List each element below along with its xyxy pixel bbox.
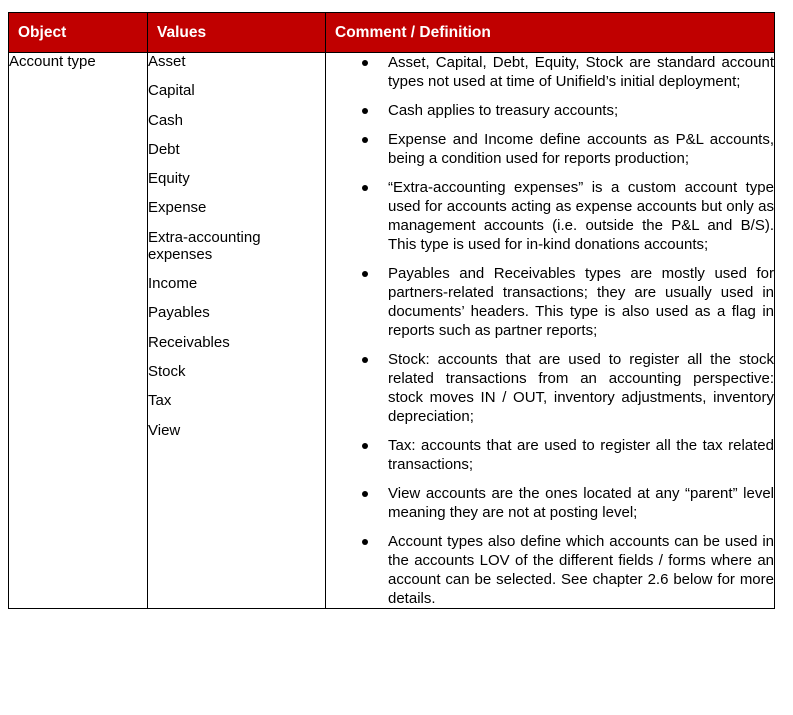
header-values: Values	[148, 13, 326, 53]
bullet-icon	[362, 185, 368, 191]
comment-item: Cash applies to treasury accounts;	[326, 101, 774, 120]
comment-item: “Extra-accounting expenses” is a custom account type used for accounts acting as expense accounts but only as management accounts (i.e. outside the P&L and B/S). This type is used for in-kind donations accounts;	[326, 178, 774, 254]
comment-item: Expense and Income define accounts as P&L accounts, being a condition used for reports production;	[326, 130, 774, 168]
comment-list	[326, 53, 774, 608]
bullet-icon	[362, 357, 368, 363]
value-item: Capital	[148, 82, 195, 100]
values-cell	[148, 53, 326, 609]
bullet-icon	[362, 137, 368, 143]
comment-item: Account types also define which accounts can be used in the accounts LOV of the different fields / forms where an account can be selected. See chapter 2.6 below for more details.	[326, 532, 774, 608]
value-item: Income	[148, 275, 198, 293]
comment-item: Asset, Capital, Debt, Equity, Stock are standard account types not used at time of Unifield’s initial deployment;	[326, 53, 774, 91]
comment-item: Tax: accounts that are used to register all the tax related transactions;	[326, 436, 774, 474]
value-item: Debt	[148, 140, 180, 158]
account-type-table	[8, 12, 775, 609]
value-item: Payables	[148, 304, 210, 322]
bullet-icon	[362, 60, 368, 66]
comment-item: View accounts are the ones located at any “parent” level meaning they are not at posting level;	[326, 484, 774, 522]
comment-item: Payables and Receivables types are mostly used for partners-related transactions; they are usually used in documents’ headers. This type is also used as a flag in reports such as partner reports;	[326, 264, 774, 340]
header-object: Object	[9, 13, 148, 53]
header-row	[9, 13, 775, 53]
value-item: Cash	[148, 111, 184, 129]
table-row	[9, 53, 775, 609]
value-item: Tax	[148, 392, 172, 410]
value-item: Equity	[148, 170, 190, 188]
value-item: Stock	[148, 362, 186, 380]
bullet-icon	[362, 271, 368, 277]
value-item: Extra-accounting expenses	[148, 228, 261, 263]
bullet-icon	[362, 539, 368, 545]
value-item: View	[148, 421, 181, 439]
value-item: Asset	[148, 53, 186, 70]
bullet-icon	[362, 443, 368, 449]
comments-cell	[326, 53, 775, 609]
comment-item: Stock: accounts that are used to register all the stock related transactions from an accounting perspective: stock moves IN / OUT, inventory adjustments, inventory depreciation;	[326, 350, 774, 426]
object-cell: Account type	[9, 53, 148, 609]
bullet-icon	[362, 491, 368, 497]
bullet-icon	[362, 108, 368, 114]
value-item: Receivables	[148, 333, 230, 351]
value-item: Expense	[148, 199, 207, 217]
header-comment: Comment / Definition	[326, 13, 775, 53]
